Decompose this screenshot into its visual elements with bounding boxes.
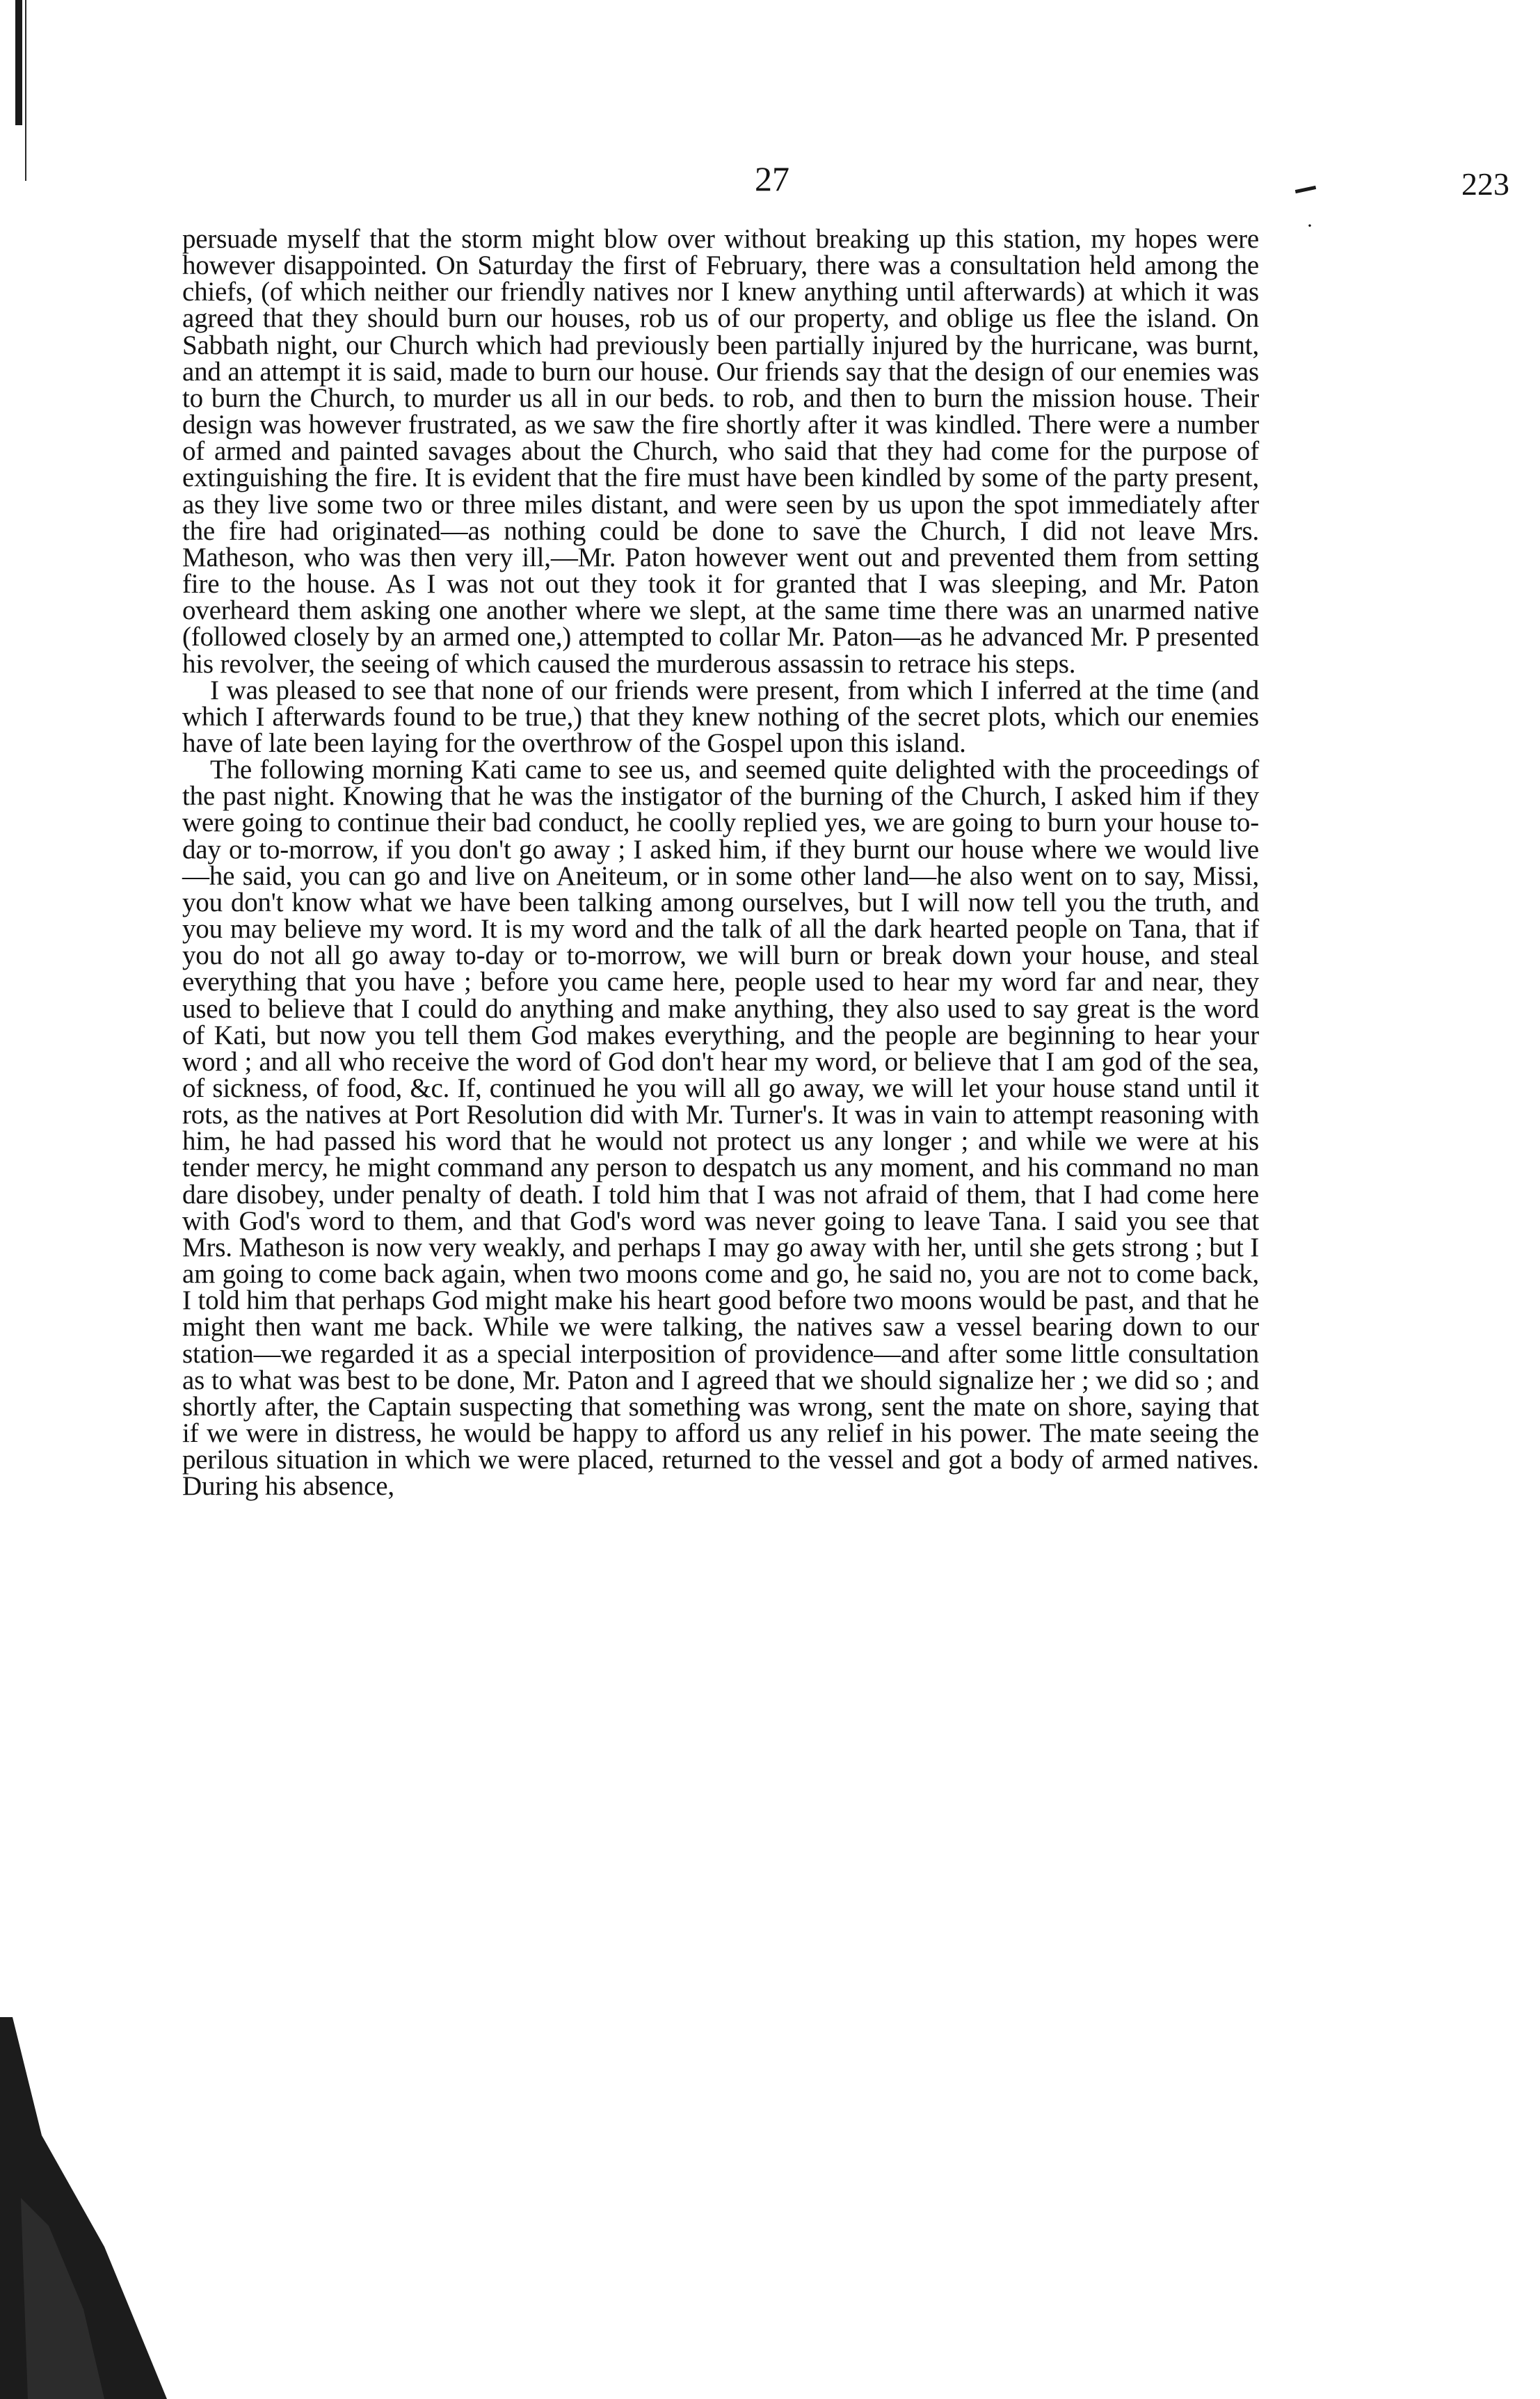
binding-rule	[15, 0, 22, 125]
page-number-center: 27	[755, 159, 789, 198]
edge-dot-mark: ·	[1306, 214, 1313, 237]
paragraph-2: I was pleased to see that none of our friends were present, from which I inferred at the time (and which I afterwards found to be true,) that they knew nothing of the secret plots, which our enemies have of late been laying for the overthrow of the Gospel upon this island.	[182, 675, 1259, 758]
binding-rule-thin	[25, 0, 26, 181]
paragraph-1: persuade myself that the storm might blow over without breaking up this station, my hopes were however disappointed. On Saturday the first of February, there was a consultation held among the chiefs, (of which neither our friendly natives nor I knew anything until afterwards) at which it was agreed that they should burn our houses, rob us of our property, and oblige us flee the island. On Sabbath night, our Church which had previously been partially injured by the hurricane, was burnt, and an attempt it is said, made to burn our house. Our friends say that the design of our enemies was to burn the Church, to murder us all in our beds. to rob, and then to burn the mission house. Their design was however frustrated, as we saw the fire shortly after it was kindled. There were a number of armed and painted savages about the Church, who said that they had come for the purpose of extinguishing the fire. It is evident that the fire must have been kindled by some of the party present, as they live some two or three miles distant, and were seen by us upon the spot immediately after the fire had originated—as nothing could be done to save the Church, I did not leave Mrs. Matheson, who was then very ill,—Mr. Paton however went out and prevented them from setting fire to the house. As I was not out they took it for granted that I was sleeping, and Mr. Paton overheard them asking one another where we slept, at the same time there was an unarmed native (followed closely by an armed one,) attempted to collar Mr. Paton—as he advanced Mr. P presented his revolver, the seeing of which caused the murderous assassin to retrace his steps.	[182, 224, 1259, 679]
paragraph-3: The following morning Kati came to see us, and seemed quite delighted with the proceedings of the past night. Knowing that he was the instigator of the burning of the Church, I asked him if they were going to continue their bad conduct, he coolly replied yes, we are going to burn your house to-day or to-morrow, if you don't go away ; I asked him, if they burnt our house where we would live—he said, you can go and live on Aneiteum, or in some other land—he also went on to say, Missi, you don't know what we have been talking among ourselves, but I will now tell you the truth, and you may believe my word. It is my word and the talk of all the dark hearted people on Tana, that if you do not all go away to-day or to-morrow, we will burn or break down your house, and steal everything that you have ; before you came here, people used to hear my word far and near, they used to believe that I could do anything and make anything, they also used to say great is the word of Kati, but now you tell them God makes everything, and the people are beginning to hear your word ; and all who receive the word of God don't hear my word, or believe that I am god of the sea, of sickness, of food, &c. If, continued he you will all go away, we will let your house stand until it rots, as the natives at Port Resolution did with Mr. Turner's. It was in vain to attempt reasoning with him, he had passed his word that he would not protect us any longer ; and while we were at his tender mercy, he might command any person to despatch us any moment, and his command no man dare disobey, under penalty of death. I told him that I was not afraid of them, that I had come here with God's word to them, and that God's word was never going to leave Tana. I said you see that Mrs. Matheson is now very weakly, and perhaps I may go away with her, until she gets strong ; but I am going to come back again, when two moons come and go, he said no, you are not to come back, I told him that perhaps God might make his heart good before two moons would be past, and that he might then want me back. While we were talking, the natives saw a vessel bearing down to our station—we regarded it as a special interposition of providence—and after some little consultation as to what was best to be done, Mr. Paton and I agreed that we should signalize her ; we did so ; and shortly after, the Captain suspecting that something was wrong, sent the mate on shore, saying that if we were in distress, he would be happy to afford us any relief in his power. The mate seeing the perilous situation in which we were placed, returned to the vessel and got a body of armed natives. During his absence,	[182, 755, 1259, 1502]
binding-shadow	[0, 2017, 167, 2399]
corner-tick-mark	[1295, 186, 1316, 193]
page-number-right: 223	[1461, 166, 1509, 202]
article-body	[182, 226, 1259, 1500]
